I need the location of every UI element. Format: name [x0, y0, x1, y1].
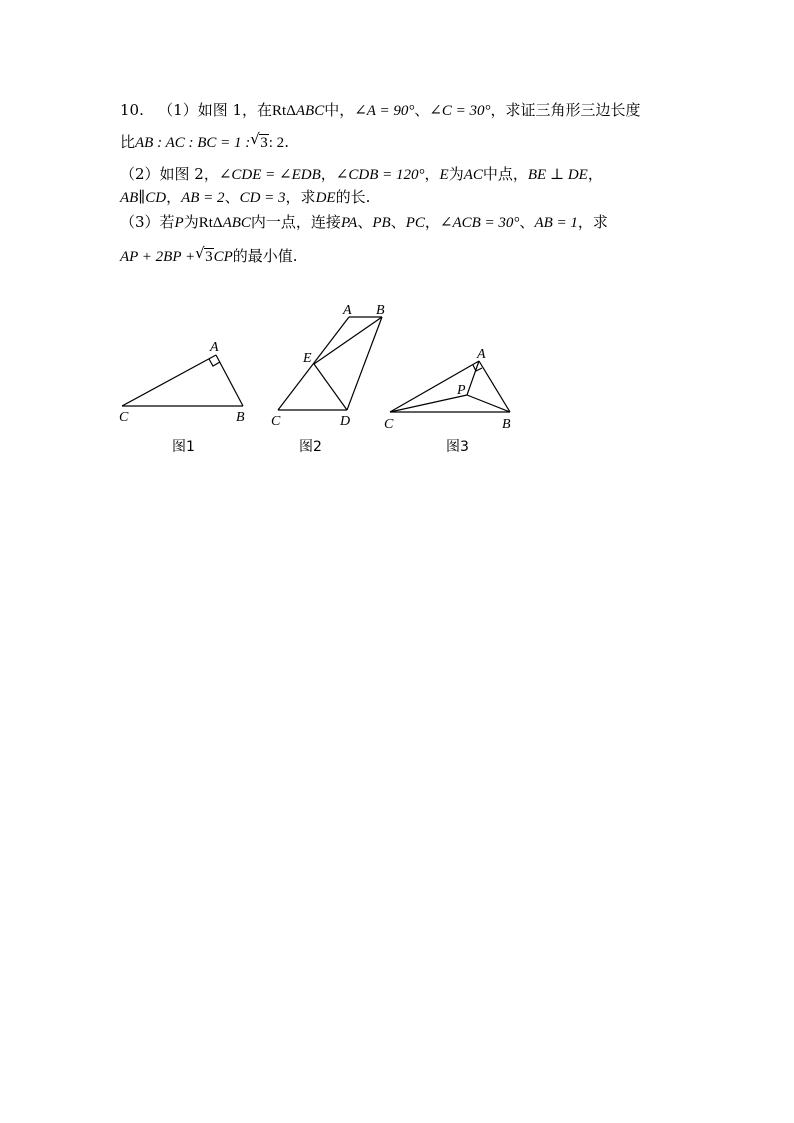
- caption-fig1: 图1: [172, 439, 195, 455]
- qiu-text: 求: [592, 213, 608, 231]
- segment-ac: [278, 317, 349, 410]
- ask-text: ，求: [285, 188, 316, 206]
- segment-de: DE: [315, 190, 336, 206]
- dun-mark: 、: [224, 188, 240, 206]
- period: .: [284, 133, 289, 151]
- segment-pb: PB: [372, 215, 391, 231]
- segment-ab: [479, 361, 510, 412]
- problem-line-2: [120, 132, 289, 153]
- rt-text: Rt: [272, 103, 287, 119]
- triangle-symbol: Δ: [212, 215, 223, 231]
- part2-prefix: （2）如图 2，: [120, 165, 219, 183]
- dun-mark: 、: [414, 101, 430, 119]
- figure-1: [110, 330, 260, 430]
- dun-mark: 、: [519, 213, 535, 231]
- sqrt-three-2: √ 3: [195, 244, 213, 265]
- problem-line-6: [120, 246, 298, 267]
- part3-prefix: （3）若: [120, 213, 175, 231]
- ratio-left: AB : AC : BC = 1 :: [135, 135, 251, 151]
- angle-cdb: ∠CDB = 120°: [335, 167, 425, 183]
- inside-text: 内一点，连接: [250, 213, 341, 231]
- triangle-name: ABC: [295, 103, 325, 119]
- figure-3: [378, 340, 528, 435]
- expr-cp: CP: [213, 249, 233, 265]
- point-p: P: [174, 215, 184, 231]
- label-c: C: [271, 414, 281, 429]
- angle-a-expr: ∠A = 90°: [354, 103, 415, 119]
- wei-text: 为: [448, 165, 464, 183]
- min-value-text: 的最小值.: [232, 247, 298, 265]
- point-e: E: [439, 167, 449, 183]
- problem-line-1: [120, 100, 641, 121]
- comma: ，: [577, 213, 593, 231]
- segment-pc: [390, 395, 467, 412]
- midpoint-text: 中点，: [482, 165, 528, 183]
- bi-text: 比: [120, 133, 136, 151]
- problem-number: 10.: [120, 101, 144, 119]
- angles-equal: ∠CDE = ∠EDB: [218, 167, 321, 183]
- segment-ca: [122, 355, 216, 406]
- comma: ，: [424, 165, 440, 183]
- dun-mark: 、: [357, 213, 373, 231]
- caption-fig3: 图3: [446, 439, 469, 455]
- segment-pc: PC: [405, 215, 425, 231]
- segment-pb: [467, 395, 510, 412]
- problem-line-5: [120, 212, 608, 233]
- angle-c-expr: ∠C = 30°: [429, 103, 491, 119]
- triangle-name: ABC: [222, 215, 251, 231]
- label-b: B: [236, 410, 245, 425]
- angle-acb: ∠ACB = 30°: [439, 215, 520, 231]
- ab-equals-one: AB = 1: [534, 215, 578, 231]
- segment-pa: PA: [340, 215, 358, 231]
- rt-text: Rt: [198, 215, 213, 231]
- parallel-expr: AB∥CD: [120, 190, 167, 206]
- problem-line-3: [120, 164, 603, 185]
- label-c: C: [384, 417, 394, 432]
- label-e: E: [303, 351, 312, 366]
- label-c: C: [119, 410, 129, 425]
- comma: ，: [424, 213, 440, 231]
- segment-ac: AC: [463, 167, 483, 183]
- label-a: A: [477, 347, 486, 362]
- problem-line-4: [120, 187, 370, 208]
- label-d: D: [340, 414, 351, 429]
- segment-ed: [314, 364, 347, 410]
- part1-prefix: （1）如图 1，在: [158, 101, 273, 119]
- comma: ，: [320, 165, 336, 183]
- label-b: B: [502, 417, 511, 432]
- triangle-symbol: Δ: [286, 103, 296, 119]
- part1-tail: ，求证三角形三边长度: [490, 101, 641, 119]
- wei-text: 为: [183, 213, 199, 231]
- sqrt-three: √ 3: [250, 130, 268, 151]
- caption-fig2: 图2: [299, 439, 322, 455]
- expr-left: AP + 2BP +: [120, 249, 196, 265]
- label-a: A: [343, 303, 352, 318]
- comma: ，: [587, 165, 603, 183]
- ab-length: AB = 2: [181, 190, 225, 206]
- cd-length: CD = 3: [239, 190, 286, 206]
- dun-mark: 、: [390, 213, 406, 231]
- comma: ，: [166, 188, 182, 206]
- perp-expr: BE ⊥ DE: [527, 167, 588, 183]
- label-a: A: [210, 340, 219, 355]
- length-text: 的长.: [335, 188, 371, 206]
- segment-ca: [390, 361, 479, 412]
- label-b: B: [376, 303, 385, 318]
- zhong-text: 中，: [324, 101, 355, 119]
- segment-eb: [314, 317, 382, 364]
- label-p: P: [457, 383, 466, 398]
- ratio-right: : 2: [268, 135, 285, 151]
- segment-bd: [347, 317, 382, 410]
